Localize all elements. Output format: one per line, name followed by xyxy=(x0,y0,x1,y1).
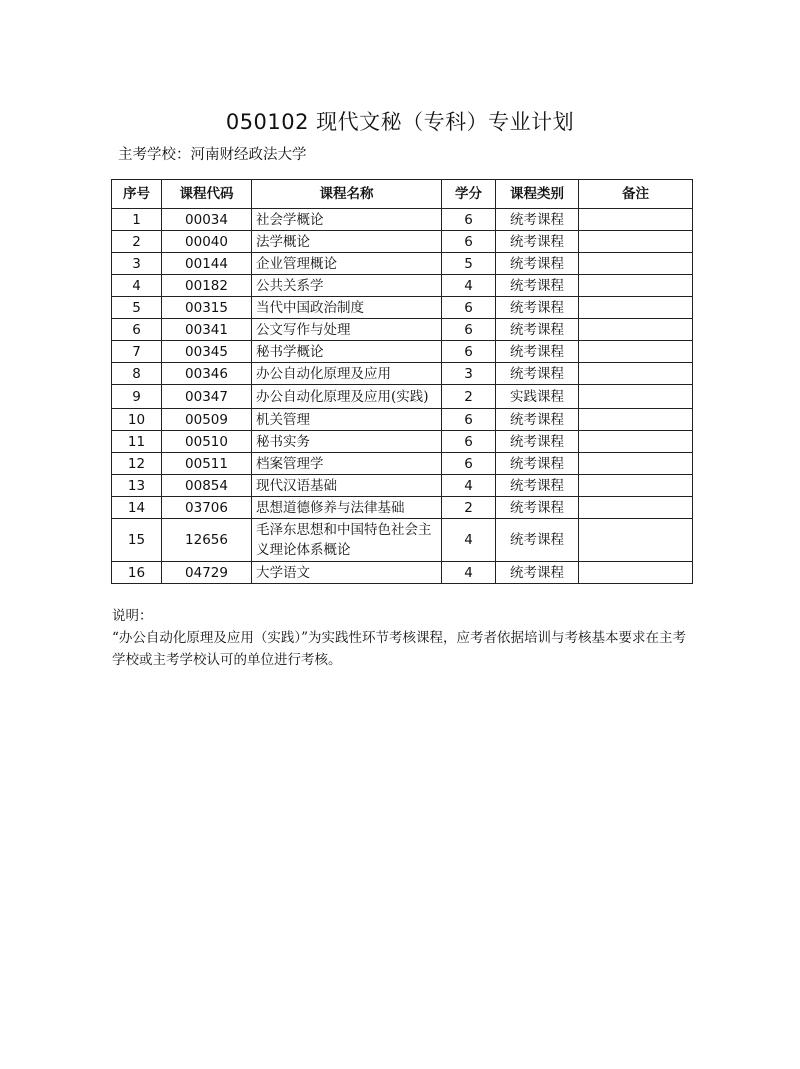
cell-remark xyxy=(579,209,693,231)
cell-course-code: 00854 xyxy=(162,475,252,497)
cell-credit: 2 xyxy=(442,497,496,519)
cell-seq: 6 xyxy=(112,319,162,341)
page-title: 050102 现代文秘（专科）专业计划 xyxy=(225,110,575,134)
cell-course-code: 00144 xyxy=(162,253,252,275)
cell-course-name: 秘书实务 xyxy=(252,431,442,453)
course-plan-table xyxy=(111,179,693,584)
cell-course-type: 统考课程 xyxy=(496,275,579,297)
cell-course-code: 00182 xyxy=(162,275,252,297)
cell-remark xyxy=(579,385,693,409)
cell-seq: 9 xyxy=(112,385,162,409)
cell-remark xyxy=(579,231,693,253)
cell-credit: 5 xyxy=(442,253,496,275)
cell-seq: 13 xyxy=(112,475,162,497)
cell-course-code: 00347 xyxy=(162,385,252,409)
cell-seq: 11 xyxy=(112,431,162,453)
header-course-type: 课程类别 xyxy=(496,180,579,209)
cell-seq: 15 xyxy=(112,519,162,562)
cell-remark xyxy=(579,409,693,431)
cell-seq: 4 xyxy=(112,275,162,297)
cell-course-code: 00341 xyxy=(162,319,252,341)
cell-remark xyxy=(579,431,693,453)
cell-course-name: 机关管理 xyxy=(252,409,442,431)
table-row xyxy=(112,453,693,475)
table-row xyxy=(112,363,693,385)
cell-seq: 10 xyxy=(112,409,162,431)
table-row xyxy=(112,275,693,297)
cell-remark xyxy=(579,297,693,319)
cell-course-name: 办公自动化原理及应用(实践) xyxy=(252,385,442,409)
cell-course-type: 统考课程 xyxy=(496,453,579,475)
cell-seq: 16 xyxy=(112,562,162,584)
table-row xyxy=(112,497,693,519)
header-remark: 备注 xyxy=(579,180,693,209)
cell-course-type: 统考课程 xyxy=(496,363,579,385)
cell-course-code: 00346 xyxy=(162,363,252,385)
cell-course-name: 公共关系学 xyxy=(252,275,442,297)
table-row xyxy=(112,297,693,319)
table-row xyxy=(112,341,693,363)
cell-course-code: 04729 xyxy=(162,562,252,584)
cell-course-name: 档案管理学 xyxy=(252,453,442,475)
cell-credit: 2 xyxy=(442,385,496,409)
table-row xyxy=(112,253,693,275)
cell-course-code: 00315 xyxy=(162,297,252,319)
cell-course-name: 毛泽东思想和中国特色社会主义理论体系概论 xyxy=(252,519,442,562)
cell-credit: 6 xyxy=(442,209,496,231)
table-row xyxy=(112,409,693,431)
cell-course-type: 实践课程 xyxy=(496,385,579,409)
cell-course-type: 统考课程 xyxy=(496,253,579,275)
cell-seq: 2 xyxy=(112,231,162,253)
cell-course-name: 现代汉语基础 xyxy=(252,475,442,497)
cell-credit: 4 xyxy=(442,519,496,562)
cell-credit: 3 xyxy=(442,363,496,385)
cell-course-name: 当代中国政治制度 xyxy=(252,297,442,319)
table-row xyxy=(112,319,693,341)
cell-remark xyxy=(579,253,693,275)
cell-course-name: 公文写作与处理 xyxy=(252,319,442,341)
cell-course-name: 秘书学概论 xyxy=(252,341,442,363)
cell-course-type: 统考课程 xyxy=(496,497,579,519)
cell-course-code: 00034 xyxy=(162,209,252,231)
table-header-row xyxy=(112,180,693,209)
cell-remark xyxy=(579,475,693,497)
notes-body: “办公自动化原理及应用（实践）”为实践性环节考核课程，应考者依据培训与考核基本要求在主考学校或主考学校认可的单位进行考核。 xyxy=(112,630,687,668)
cell-course-type: 统考课程 xyxy=(496,562,579,584)
cell-seq: 5 xyxy=(112,297,162,319)
cell-course-type: 统考课程 xyxy=(496,209,579,231)
cell-remark xyxy=(579,275,693,297)
cell-course-type: 统考课程 xyxy=(496,297,579,319)
cell-course-type: 统考课程 xyxy=(496,409,579,431)
cell-course-type: 统考课程 xyxy=(496,341,579,363)
header-course-name: 课程名称 xyxy=(252,180,442,209)
cell-course-type: 统考课程 xyxy=(496,319,579,341)
header-credit: 学分 xyxy=(442,180,496,209)
exam-school-line: 主考学校：河南财经政法大学 xyxy=(118,147,307,163)
header-seq: 序号 xyxy=(112,180,162,209)
table-row xyxy=(112,385,693,409)
header-course-code: 课程代码 xyxy=(162,180,252,209)
cell-course-code: 00510 xyxy=(162,431,252,453)
cell-course-name: 法学概论 xyxy=(252,231,442,253)
cell-remark xyxy=(579,562,693,584)
cell-seq: 8 xyxy=(112,363,162,385)
cell-credit: 6 xyxy=(442,231,496,253)
table-row xyxy=(112,231,693,253)
cell-credit: 6 xyxy=(442,409,496,431)
cell-seq: 12 xyxy=(112,453,162,475)
table-body xyxy=(112,209,693,584)
cell-course-code: 12656 xyxy=(162,519,252,562)
cell-credit: 4 xyxy=(442,562,496,584)
cell-seq: 3 xyxy=(112,253,162,275)
cell-remark xyxy=(579,341,693,363)
cell-course-name: 思想道德修养与法律基础 xyxy=(252,497,442,519)
cell-credit: 6 xyxy=(442,319,496,341)
cell-remark xyxy=(579,319,693,341)
cell-credit: 4 xyxy=(442,275,496,297)
cell-course-name: 社会学概论 xyxy=(252,209,442,231)
table-row xyxy=(112,475,693,497)
cell-credit: 6 xyxy=(442,431,496,453)
cell-course-type: 统考课程 xyxy=(496,519,579,562)
cell-course-type: 统考课程 xyxy=(496,475,579,497)
cell-course-code: 00040 xyxy=(162,231,252,253)
cell-seq: 1 xyxy=(112,209,162,231)
cell-remark xyxy=(579,453,693,475)
table-row xyxy=(112,562,693,584)
cell-credit: 4 xyxy=(442,475,496,497)
cell-course-name: 大学语文 xyxy=(252,562,442,584)
table-row xyxy=(112,519,693,562)
cell-seq: 14 xyxy=(112,497,162,519)
cell-course-code: 03706 xyxy=(162,497,252,519)
table-row xyxy=(112,431,693,453)
cell-credit: 6 xyxy=(442,341,496,363)
cell-course-code: 00509 xyxy=(162,409,252,431)
cell-credit: 6 xyxy=(442,297,496,319)
notes-section xyxy=(112,605,692,671)
cell-credit: 6 xyxy=(442,453,496,475)
cell-remark xyxy=(579,363,693,385)
cell-course-name: 办公自动化原理及应用 xyxy=(252,363,442,385)
cell-remark xyxy=(579,519,693,562)
table-row xyxy=(112,209,693,231)
cell-course-name: 企业管理概论 xyxy=(252,253,442,275)
cell-course-type: 统考课程 xyxy=(496,231,579,253)
cell-seq: 7 xyxy=(112,341,162,363)
cell-course-code: 00345 xyxy=(162,341,252,363)
notes-label: 说明： xyxy=(112,608,153,624)
cell-course-type: 统考课程 xyxy=(496,431,579,453)
cell-course-code: 00511 xyxy=(162,453,252,475)
cell-remark xyxy=(579,497,693,519)
